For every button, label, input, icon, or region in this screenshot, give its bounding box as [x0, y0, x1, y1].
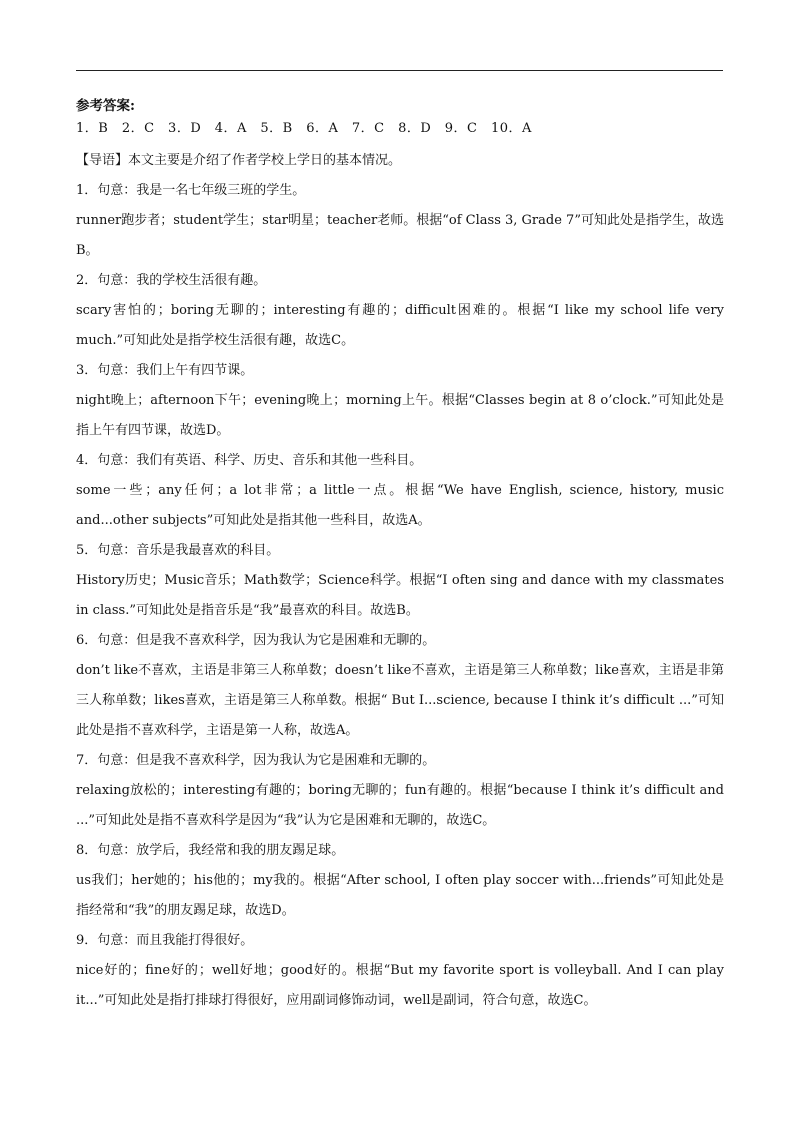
- item-explanation: scary害怕的；boring无聊的；interesting有趣的；difficult困难的。根据“I like my school life very much.”可知此处是指学校生活很有趣，故选C。: [76, 303, 724, 348]
- answer-key: 1．B 2．C 3．D 4．A 5．B 6．A 7．C 8．D 9．C 10．A: [76, 121, 532, 136]
- explanation-list: [76, 176, 724, 1016]
- item-explanation: some一些；any任何；a lot非常；a little一点。根据“We have English, science, history, music and...other subjects”可知此处是指其他一些科目，故选A。: [76, 483, 724, 528]
- item-explanation: runner跑步者；student学生；star明星；teacher老师。根据“of Class 3, Grade 7”可知此处是指学生，故选B。: [76, 213, 724, 258]
- item-explanation: night晚上；afternoon下午；evening晚上；morning上午。根据“Classes begin at 8 o’clock.”可知此处是指上午有四节课，故选D。: [76, 393, 724, 438]
- item-meaning: 8．句意：放学后，我经常和我的朋友踢足球。: [76, 843, 345, 858]
- item-meaning: 4．句意：我们有英语、科学、历史、音乐和其他一些科目。: [76, 453, 423, 468]
- item-meaning: 5．句意：音乐是我最喜欢的科目。: [76, 543, 280, 558]
- intro-paragraph: 【导语】本文主要是介绍了作者学校上学日的基本情况。: [76, 153, 402, 168]
- section-heading: 参考答案:: [76, 98, 135, 114]
- item-meaning: 9．句意：而且我能打得很好。: [76, 933, 254, 948]
- item-explanation: relaxing放松的；interesting有趣的；boring无聊的；fun有趣的。根据“because I think it’s difficult and ...”可知此处是指不喜欢科学是因为“我”认为它是困难和无聊的，故选C。: [76, 783, 724, 828]
- header-rule: [76, 70, 723, 71]
- item-meaning: 6．句意：但是我不喜欢科学，因为我认为它是困难和无聊的。: [76, 633, 436, 648]
- answer-section: [76, 96, 724, 1016]
- item-meaning: 3．句意：我们上午有四节课。: [76, 363, 254, 378]
- item-explanation: don’t like不喜欢，主语是非第三人称单数；doesn’t like不喜欢，主语是第三人称单数；like喜欢，主语是非第三人称单数；likes喜欢，主语是第三人称单数。根据“ But I...science, because I think it’s difficult ...”可知此处是指不喜欢科学，主语是第一人称，故选A。: [76, 663, 724, 738]
- item-meaning: 7．句意：但是我不喜欢科学，因为我认为它是困难和无聊的。: [76, 753, 436, 768]
- item-meaning: 2．句意：我的学校生活很有趣。: [76, 273, 267, 288]
- item-explanation: History历史；Music音乐；Math数学；Science科学。根据“I often sing and dance with my classmates in class.”可知此处是指音乐是“我”最喜欢的科目。故选B。: [76, 573, 724, 618]
- item-meaning: 1．句意：我是一名七年级三班的学生。: [76, 183, 306, 198]
- item-explanation: us我们；her她的；his他的；my我的。根据“After school, I often play soccer with...friends”可知此处是指经常和“我”的朋友踢足球，故选D。: [76, 873, 724, 918]
- item-explanation: nice好的；fine好的；well好地；good好的。根据“But my favorite sport is volleyball. And I can play it...”可知此处是指打排球打得很好，应用副词修饰动词，well是副词，符合句意，故选C。: [76, 963, 724, 1008]
